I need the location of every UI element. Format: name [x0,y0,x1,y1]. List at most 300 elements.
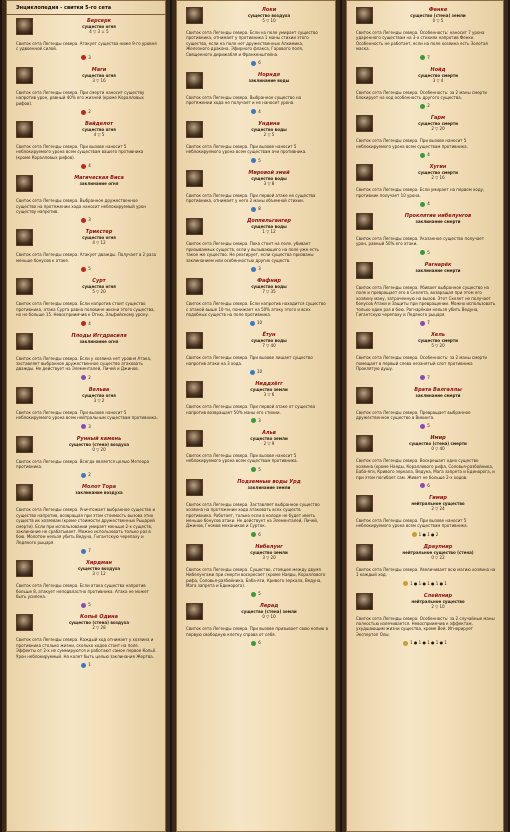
card-stats: 2 ▽ 20 [431,126,445,132]
card-name[interactable]: Рагнарёк [424,261,452,268]
card-stats: 3 ▽ 2 [93,397,105,403]
card-description: Свиток сета Легенды севера. Воскрешает одно существо хозяина (кроме Наяды, Кораллового рифа, Соловья-разбойника, Баба-яги, Кривого зеркала, Ведуна, Мага запрета и Единорога, и при этом погибает сам. Живет не больше 2-х ходов. [356,458,495,480]
encyclopedia-entry [346,492,504,541]
card-description: Свиток сета Легенды севера. При вызове наносит 5 неблокируемого урона всем существам вашего противника (кроме Коралловых рифов). [16,144,144,160]
card-description: Свиток сета Легенды севера. Особенность: за 2 маны смерти блокирует на ход особенность другого существа. [356,89,488,101]
card-description: Свиток сета Легенды севера. При вызове призывает свою копию в первую свободную клетку справа от себя. [186,626,329,637]
mana-gem-icon [81,218,86,223]
card-stats: 7 ▽ 35 [262,289,276,295]
card-description: Свиток сета Легенды севера. Существо, стоящее между двумя Нибелунгами при смерти воскресает (кроме Наяды, Кораллового рифа, Соловья-разбойника, Баба-яги, Кривого зеркала, Ведуна, Мага запрета и Единорога). [186,566,326,588]
card-stats: 0 ▽ 10 [262,614,276,620]
card-type: существо воды [251,175,287,181]
cost-value: 10 [256,369,263,375]
card-name[interactable]: Локи [261,7,277,13]
entry-header [346,112,504,138]
card-description: Свиток сета Легенды севера. Если напротив стоит существо противника, атака Сурта равна половине жизни этого существа, но не больше 15. Невосприимчив к Огню, Эльфийскому урону. [16,301,155,318]
card-type: существо воды [251,126,287,132]
entry-header [346,384,504,410]
card-thumbnail[interactable] [186,603,203,620]
entry-header [6,226,166,252]
encyclopedia-entry [176,167,336,216]
card-type: существо (стена) земли [241,609,297,615]
entry-header [346,492,504,518]
cost-value: 5 [258,466,261,472]
card-cost [6,545,166,557]
mana-gem-icon [420,153,425,158]
cost-value: 2 [88,109,91,115]
encyclopedia-entry [346,384,504,433]
cost-value: 5 [427,423,430,429]
card-description: Свиток сета Легенды севера. Если у хозяина нет уровня Атака, заставляет выбранное дружественное существо атаковать дважды. Не действует на Элементалей, Личей и Джинов. [16,355,152,372]
entry-header [346,329,504,355]
mana-gem-icon [81,549,86,554]
card-thumbnail[interactable] [186,218,203,235]
mana-gem-icon [420,250,425,255]
cost-value: 1 ● 1 ● 1 ● 1 ● 1 [410,640,447,646]
card-cost [346,372,504,384]
card-type: существо воды [251,284,287,290]
mana-gem-icon [81,375,86,380]
entry-header [176,600,336,626]
card-type: нейтральное существо [411,598,465,604]
card-thumbnail[interactable] [356,213,373,230]
mana-gem-icon [81,663,86,668]
card-cost [176,464,336,476]
encyclopedia-entry [346,210,504,259]
card-thumbnail[interactable] [16,560,33,577]
encyclopedia-entry [176,427,336,476]
entry-header [346,4,504,30]
card-cost [176,637,336,649]
entry-header [176,118,336,144]
card-type: заклинание смерти [415,267,461,273]
entry-header [6,330,166,356]
card-description: Свиток сета Легенды севера. Атакует существа ниже 9-го уровня с удвоенной силой. [16,41,157,52]
cost-value: 1 ● 1 ● 1 ● 1 ● 1 [410,580,447,586]
card-type: существо огня [82,127,116,133]
encyclopedia-entry [346,4,504,64]
mana-gem-icon [251,207,256,212]
card-cost [346,529,504,541]
mana-gem-icon [251,641,256,646]
card-thumbnail[interactable] [356,7,373,24]
card-thumbnail[interactable] [186,479,203,496]
encyclopedia-entry [176,118,336,167]
card-thumbnail[interactable] [16,175,33,192]
card-type: существо (стена) земли [410,13,466,18]
card-name[interactable]: Берсерк [86,18,112,24]
entry-header [6,384,166,410]
entry-header [346,64,504,90]
card-name[interactable]: Альв [262,429,276,436]
card-cost [176,106,336,118]
card-name[interactable]: Трикстер [85,229,113,236]
card-thumbnail[interactable] [356,435,373,452]
card-description: Свиток сета Легенды севера. При первой атаке от существа напротив возвращает 50% маны его стихии. [186,404,316,415]
card-description: Свиток сета Легенды севера. При вызове лишает существо напротив атаки на 3 хода. [186,355,313,366]
card-stats: 5 ▽ 10 [262,18,276,23]
card-cost [346,578,504,590]
entry-header [176,167,336,193]
card-stats: 5 ▽ 20 [431,343,445,349]
column-1 [2,0,170,832]
cost-value: 1 [88,662,91,668]
card-name[interactable]: Хугин [429,164,447,171]
encyclopedia-entry [346,590,504,650]
card-thumbnail[interactable] [186,544,203,561]
cost-value: 5 [88,266,91,272]
card-cost [346,420,504,432]
card-type: существо огня [82,24,116,29]
cost-value: 5 [427,249,430,255]
cost-value: 8 [258,206,261,212]
cost-value: 2 [88,472,91,478]
encyclopedia-entry [176,541,336,601]
card-name[interactable]: Гарм [430,115,446,122]
mana-gem-icon [251,267,256,272]
card-cost [176,155,336,167]
card-name[interactable]: Доппельгангер [246,218,292,225]
card-name[interactable]: Мировой змей [248,169,290,176]
mana-gem-icon [250,321,255,326]
card-description: Свиток сета Легенды севера. Если атака существа напротив больше 8, атакует неподвластно противника. Атака не может быть усилена. [16,583,149,599]
column-2 [172,0,340,832]
card-type: существо земли [250,435,288,441]
card-stats: 5 ▽ 20 [92,289,106,295]
mana-gem-icon [81,110,86,115]
card-type: заклинание смерти [415,219,461,225]
card-thumbnail[interactable] [356,332,373,349]
entries [346,0,504,649]
card-description: Свиток сета Легенды севера. Если умирает на первом ходу, противник получает 10 урона. [356,187,485,198]
card-thumbnail[interactable] [186,430,203,447]
card-name[interactable]: Имир [430,435,446,442]
card-cost [6,214,166,226]
card-name[interactable]: Рунный камень [76,435,122,442]
card-cost [346,149,504,161]
card-cost [346,100,504,112]
encyclopedia-entry [6,15,166,64]
page-title: Энциклопедия - свитки 5-го сета [6,0,166,15]
card-type: существо земли [250,549,288,555]
cost-value: 4 [258,108,261,114]
mana-gem-icon [81,473,86,478]
entry-header [176,378,336,404]
card-name[interactable]: Лерад [259,603,279,610]
card-type: существо воздуха [247,13,291,18]
encyclopedia-entry [346,541,504,590]
card-description: Свиток сета Легенды севера. Выбранное дружественное существо на протяжении хода наносит неблокируемый урон существу напротив. [16,198,147,215]
entry-header [6,481,166,507]
cost-value: 6 [258,60,261,66]
card-thumbnail[interactable] [356,495,373,512]
card-name[interactable]: Сурт [92,278,106,285]
card-thumbnail[interactable] [356,164,373,181]
encyclopedia-entry [6,275,166,329]
card-type: существо земли [250,387,288,393]
card-type: существо (стена) смерти [409,441,467,447]
card-cost [176,588,336,600]
entry-header [176,476,336,502]
card-name[interactable]: Нибелунг [255,543,283,550]
card-thumbnail[interactable] [186,381,203,398]
card-thumbnail[interactable] [186,278,203,295]
card-cost [6,659,166,671]
card-cost [6,421,166,433]
card-thumbnail[interactable] [16,18,33,35]
card-stats: 7 ▽ 40 [262,343,276,349]
card-cost [346,52,504,64]
cost-value: 7 [427,374,430,380]
card-stats: 3 ▽ 16 [92,77,106,83]
card-name[interactable]: Вайделот [84,121,114,128]
card-thumbnail[interactable] [16,229,33,246]
card-type: существо воды [251,338,287,344]
card-name[interactable]: Проклятие нибелунгов [404,213,472,220]
card-cost [176,57,336,69]
card-stats: 3 ▽ 12 [92,571,106,577]
card-description: Свиток сета Легенды севера. Если на поле умирает существо противника, отнимает у противника 1 маны стихии этого существа, если на поле нет дружественных Алхимика, Железного дракона, Эфирного флакса, Гарового поля, Священного дирижабля и Франкенштейна. [186,30,318,57]
cost-value: 7 [427,320,430,326]
encyclopedia-entry [6,64,166,118]
card-type: существо (стена) воздуха [68,441,130,447]
card-type: существо (стена) воздуха [68,620,130,626]
card-description: Свиток сета Легенды севера. При смерти наносит существу напротив урон, равный 40% его жизней (кроме Коралловых рифов). [16,89,145,106]
entry-header [176,275,336,301]
card-stats: 3 ▽ 20 [262,554,276,560]
card-cost [6,318,166,330]
cost-value: 10 [256,320,263,326]
encyclopedia-entry [176,275,336,329]
encyclopedia-entry [346,329,504,383]
entry-header [176,541,336,567]
card-name[interactable]: Фенке [428,7,448,13]
card-cost [176,366,336,378]
card-name[interactable]: Драупнир [423,543,453,550]
card-cost [346,317,504,329]
encyclopedia-entry [6,330,166,384]
cost-value: 5 [258,591,261,597]
card-name[interactable]: Ётун [262,332,276,339]
mana-gem-icon [403,581,408,586]
card-stats: 2 ▽ 5 [263,131,275,137]
cost-value: 5 [88,602,91,608]
card-name[interactable]: Норндя [258,72,280,79]
card-thumbnail[interactable] [356,593,373,610]
card-cost [176,529,336,541]
card-cost [6,106,166,118]
card-name[interactable]: Хель [430,332,446,339]
card-stats: 2 ▽ 16 [431,175,445,181]
card-type: заклинание огня [79,181,119,187]
card-type: заклинание огня [79,338,119,344]
encyclopedia-entry [346,161,504,210]
encyclopedia-entry [176,69,336,118]
card-thumbnail[interactable] [16,436,33,453]
card-description: Свиток сета Легенды севера. Особенность: за 2 случайные маны полностью излечивается. Невосприимчив к эффектам, ухудшающим жизни существа, кроме Вей. Игнорирует Экспертоп Олы. [356,615,495,637]
card-name[interactable]: Врата Валгаллы [414,386,462,393]
card-description: Свиток сета Легенды севера. Особенность: наносит 7 урона ударенного существам на 3-х стихиях напротив Фенке. Особенность не работает, если на поле хозяина есть Золотая маска. [356,30,488,52]
mana-gem-icon [81,424,86,429]
card-cost [346,198,504,210]
card-name[interactable]: Слейпнир [423,592,453,599]
card-thumbnail[interactable] [16,67,33,84]
card-name[interactable]: Фафнир [257,278,281,285]
entry-header [6,172,166,198]
card-description: Свиток сета Легенды севера. Всегда является целью Метеора противника. [16,458,150,469]
card-name[interactable]: Ниддхёгг [255,381,283,388]
cost-value: 4 [427,201,430,207]
card-description: Свиток сета Легенды севера. Заставляет выбранное существо хозяина на протяжении хода атаковать всех существ противника. Работает, только если в колоде не будет иметь меньше бонусов атаки. Не действует на Элементалей, Личей, Джинов, Гномов механиков и Сурток. [186,501,320,529]
card-stats: 2 ▽ 10 [431,603,445,609]
entry-header [346,259,504,285]
card-description: Свиток сета Легенды севера. При вызове наносит 5 неблокируемого урона всем нейтральным существам противника. [16,409,158,421]
card-description: Свиток сета Легенды севера. Увеличивает всю магию хозяина на 1 каждый ход. [356,566,496,578]
card-thumbnail[interactable] [356,387,373,404]
card-name[interactable]: Ундина [258,120,280,127]
card-description: Свиток сета Легенды севера. Уничтожает выбранное существо и существо напротив, возвращая при этом стоимость вызова этих существ их хозяевам (кроме стоимости дружественных Рыцарей смерти). Если при использовании умирает меньше 2-х существ, заклинание не срабатывает. Можно использовать только раз в бою. Молотом нельзя убить Ведуна, Гигантскую черепаху и Ледяного рыцаря. [16,507,156,545]
entry-header [6,433,166,459]
card-description: Свиток сета Легенды севера. При вызове наносит 5 неблокируемого урона всем существам противника. [186,452,298,464]
entry-header [6,15,166,41]
cost-value: 4 [88,163,91,169]
entry-header [176,215,336,241]
card-cost [346,637,504,649]
mana-gem-icon [81,55,86,60]
card-cost [346,247,504,259]
mana-gem-icon [251,592,256,597]
card-thumbnail[interactable] [16,387,33,404]
entry-header [6,118,166,144]
mana-gem-icon [420,104,425,109]
card-thumbnail[interactable] [356,262,373,279]
mana-gem-icon [251,158,256,163]
card-thumbnail[interactable] [186,72,203,89]
card-thumbnail[interactable] [16,333,33,350]
card-description: Свиток сета Легенды севера. При первой атаке не существа противника, отнимает у него 2 маны объемной стихии. [186,192,316,204]
card-name[interactable]: Магическая Виса [74,175,124,182]
encyclopedia-entry [176,476,336,541]
mana-gem-icon [420,55,425,60]
card-stats: 4 ▽ 12 [92,240,106,246]
card-type: существо смерти [418,338,458,344]
encyclopedia-entry [6,118,166,172]
encyclopedia-entry [176,215,336,275]
entry-header [176,329,336,355]
card-thumbnail[interactable] [186,332,203,349]
mana-gem-icon [420,424,425,429]
card-cost [6,160,166,172]
card-description: Свиток сета Легенды севера. При вызове наносит 5 неблокируемого урона всем существам противника. [356,517,468,529]
entry-header [346,161,504,187]
mana-gem-icon [81,321,86,326]
card-thumbnail[interactable] [16,484,33,501]
mana-gem-icon [251,61,256,66]
card-thumbnail[interactable] [356,544,373,561]
card-thumbnail[interactable] [356,67,373,84]
cost-value: 4 [88,320,91,326]
encyclopedia-entry [346,432,504,492]
mana-gem-icon [251,467,256,472]
encyclopedia-entry [6,226,166,275]
cost-value: 6 [258,531,261,537]
card-description: Свиток сета Легенды севера. Убивает выбранное существо на поле и превращает его в Скелета, возвращая при этом его хозяину ману, затраченную на вызов. Этот Скелет не получает бонусов Атаки и Защиты при превращении. Можно использовать только один раз в бою. Рагнарёком нельзя убить Ведуна, Гигантскую черепаху и Ледяного рыцаря. [356,284,496,317]
entry-header [176,4,336,30]
card-stats: 3 ▽ 6 [263,392,275,398]
card-description: Свиток сета Легенды севера. Атакует дважды. Получает в 2 раза меньше бонусов к атаке. [16,252,157,263]
card-name[interactable]: Маги [91,66,107,73]
entry-header [346,210,504,236]
mana-gem-icon [420,321,425,326]
card-thumbnail[interactable] [16,278,33,295]
card-name[interactable]: Молот Тора [82,484,116,491]
cost-value: 3 [88,423,91,429]
card-thumbnail[interactable] [186,170,203,187]
card-name[interactable]: Плоды Иггдрасиля [71,332,127,339]
card-type: нейтральное существо [411,500,465,506]
card-name[interactable]: Нойд [430,66,446,73]
cost-value: 7 [88,548,91,554]
encyclopedia-entry [176,600,336,649]
card-thumbnail[interactable] [356,115,373,132]
card-description: Свиток сета Легенды севера. Каждый ход отнимает у хозяина и противника столько жизни, сколько ходов стоит на поле. Эффекты от 2-х не суммируются и работают самое первое Копьё. Урон неблокируемый. На колет быть целью заклинания Жертва. [16,637,157,659]
card-cost [176,317,336,329]
cost-value: 3 [258,417,261,423]
card-thumbnail[interactable] [16,121,33,138]
card-description: Свиток сета Легенды севера. Выбранное существо на протяжении хода не получает и не наносит урона. [186,95,302,106]
cost-value: 7 [427,54,430,60]
entry-header [176,427,336,453]
card-type: существо смерти [418,121,458,127]
entry-header [176,69,336,95]
encyclopedia-entry [6,557,166,611]
card-name[interactable]: Копьё Одина [80,614,118,621]
card-type: существо огня [82,72,116,78]
encyclopedia-entry [6,433,166,482]
encyclopedia-entry [346,112,504,161]
card-cost [176,263,336,275]
encyclopedia-entry [6,384,166,433]
card-type: заклинание воздуха [75,490,123,496]
mana-gem-icon [81,164,86,169]
card-stats: 2 ▽ 28 [92,625,106,631]
card-stats: 0 ▽ 40 [431,446,445,452]
card-type: существо воздуха [77,566,121,572]
card-stats: 0 ▽ 22 [431,554,445,560]
encyclopedia-entry [346,259,504,329]
card-name[interactable]: Гимир [429,494,447,501]
card-cost [346,480,504,492]
card-thumbnail[interactable] [16,614,33,631]
cost-value: 4 [427,152,430,158]
card-description: Свиток сета Легенды севера. Превращает выбранное дружественное существо в Викинга. [356,409,471,420]
entry-header [6,275,166,301]
card-name[interactable]: Вельва [88,386,110,393]
card-name[interactable]: Подземные воды Урд [237,478,301,485]
card-cost [6,372,166,384]
entry-header [6,611,166,637]
card-cost [176,203,336,215]
mana-gem-icon [81,603,86,608]
card-type: заклинание воды [248,78,290,84]
mana-gem-icon [251,418,256,423]
card-description: Свиток сета Легенды севера. Особенность: за 2 маны смерти помещает в первый слева незанятый слот противника Проклятую душу. [356,355,488,372]
card-type: существо воды [251,224,287,230]
card-thumbnail[interactable] [186,7,203,24]
card-thumbnail[interactable] [186,121,203,138]
card-cost [6,599,166,611]
card-name[interactable]: Хирдман [86,560,112,567]
